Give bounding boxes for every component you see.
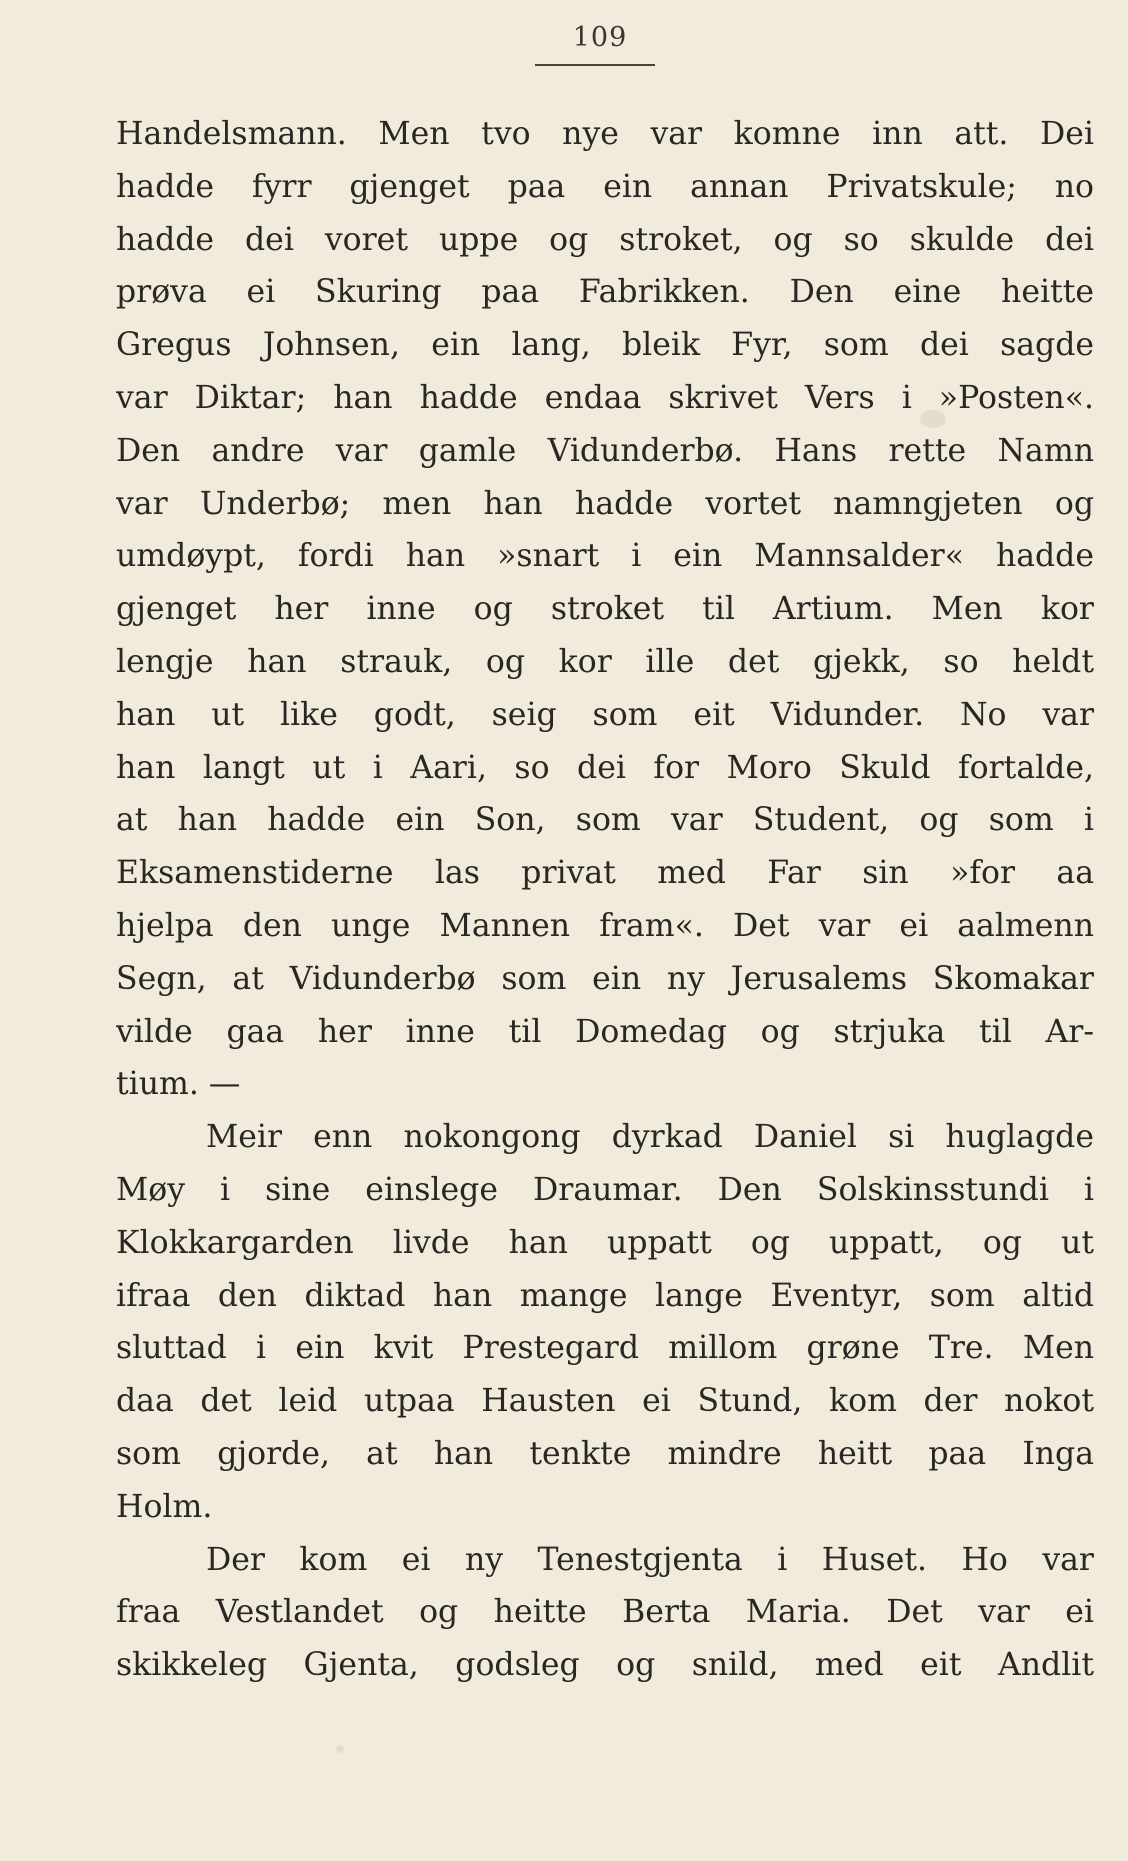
- text-line: fraa Vestlandet og heitte Berta Maria. Det var ei: [116, 1594, 1094, 1631]
- text-line: at han hadde ein Son, som var Student, og som i: [116, 802, 1094, 839]
- text-line: hadde dei voret uppe og stroket, og so skulde dei: [116, 221, 1094, 258]
- text-line: Den andre var gamle Vidunderbø. Hans rette Namn: [116, 432, 1094, 469]
- page-number-rule: [535, 64, 655, 66]
- text-line: Handelsmann. Men tvo nye var komne inn att. Dei: [116, 116, 1094, 152]
- text-line: Eksamenstiderne las privat med Far sin »for aa: [116, 855, 1094, 892]
- text-line: sluttad i ein kvit Prestegard millom grøne Tre. Men: [116, 1330, 1094, 1367]
- text-line: var Underbø; men han hadde vortet namngjeten og: [116, 485, 1094, 522]
- paper-stain: [336, 1745, 344, 1753]
- text-line: han ut like godt, seig som eit Vidunder. No var: [116, 696, 1094, 733]
- text-line-paragraph-start: Meir enn nokongong dyrkad Daniel si huglagde: [206, 1119, 1094, 1156]
- text-line: Klokkargarden livde han uppatt og uppatt, og ut: [116, 1224, 1094, 1261]
- text-line-paragraph-end: Holm.: [116, 1488, 213, 1525]
- text-line: var Diktar; han hadde endaa skrivet Vers i »Posten«.: [116, 379, 1094, 416]
- text-line: prøva ei Skuring paa Fabrikken. Den eine heitte: [116, 274, 1094, 311]
- text-line: daa det leid utpaa Hausten ei Stund, kom der nokot: [116, 1383, 1094, 1420]
- text-line: Møy i sine einslege Draumar. Den Solskinsstundi i: [116, 1171, 1094, 1208]
- text-line: Gregus Johnsen, ein lang, bleik Fyr, som dei sagde: [116, 327, 1094, 364]
- text-line: hadde fyrr gjenget paa ein annan Privatskule; no: [116, 168, 1094, 205]
- text-line: lengje han strauk, og kor ille det gjekk, so heldt: [116, 643, 1094, 680]
- text-line: som gjorde, at han tenkte mindre heitt paa Inga: [116, 1435, 1094, 1472]
- text-line-paragraph-end: tium. —: [116, 1066, 241, 1103]
- text-line: han langt ut i Aari, so dei for Moro Skuld fortalde,: [116, 749, 1094, 786]
- text-line: gjenget her inne og stroket til Artium. Men kor: [116, 591, 1094, 628]
- text-line-paragraph-start: Der kom ei ny Tenestgjenta i Huset. Ho var: [206, 1541, 1094, 1578]
- text-line: skikkeleg Gjenta, godsleg og snild, med eit Andlit: [116, 1647, 1094, 1684]
- text-line: ifraa den diktad han mange lange Eventyr, som altid: [116, 1277, 1094, 1314]
- text-line: hjelpa den unge Mannen fram«. Det var ei aalmenn: [116, 907, 1094, 944]
- text-line: vilde gaa her inne til Domedag og strjuka til Ar-: [116, 1013, 1094, 1050]
- text-line: umdøypt, fordi han »snart i ein Mannsalder« hadde: [116, 538, 1094, 575]
- text-line: Segn, at Vidunderbø som ein ny Jerusalems Skomakar: [116, 960, 1094, 997]
- body-text: [116, 108, 1094, 1692]
- page-number: 109: [572, 22, 628, 53]
